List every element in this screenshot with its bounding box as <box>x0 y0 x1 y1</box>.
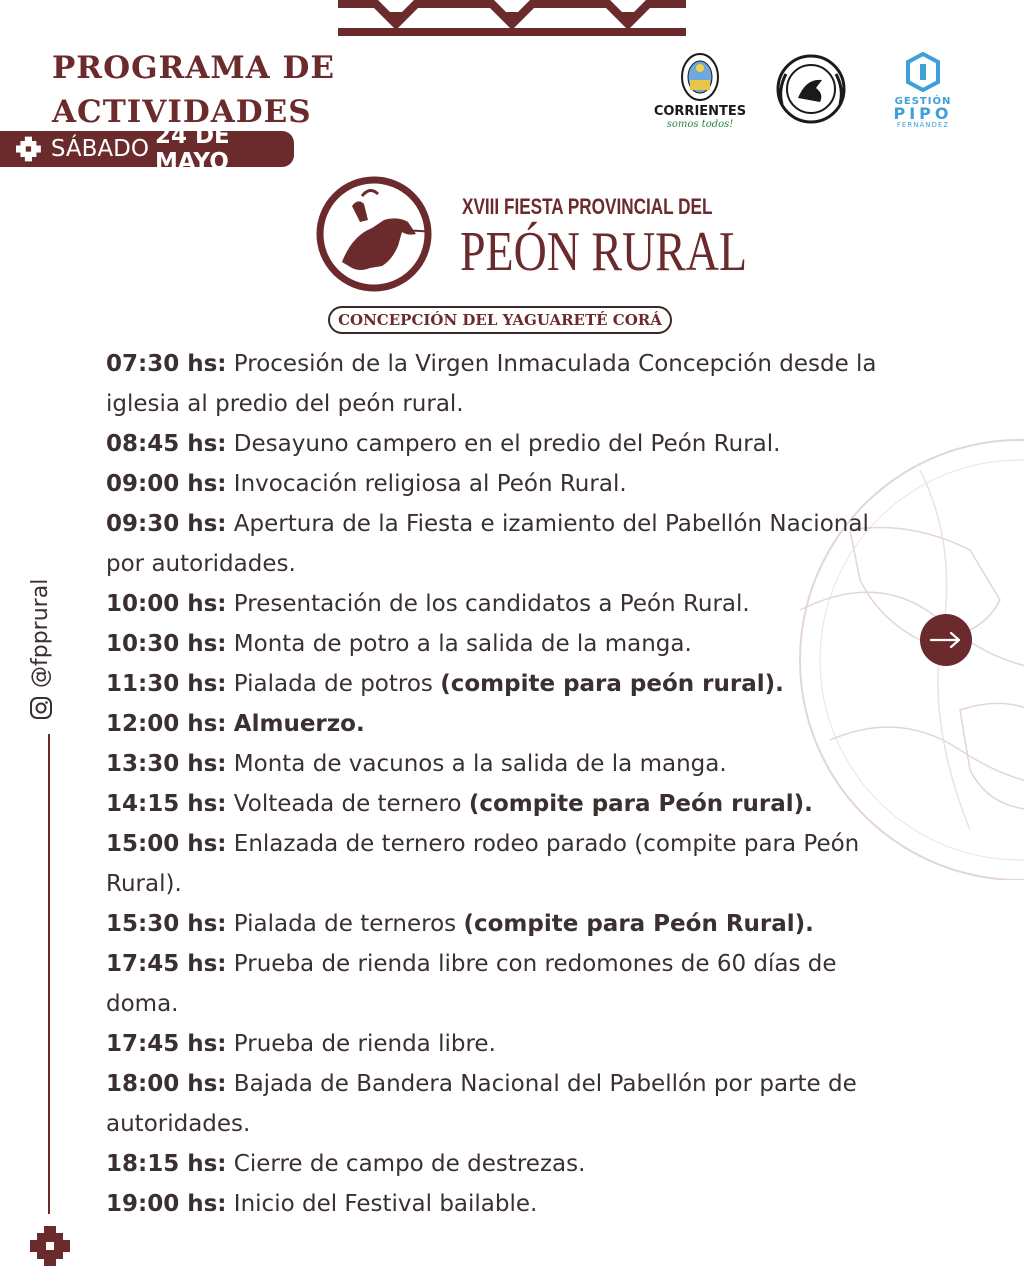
schedule-text: Bajada de Bandera Nacional del Pabellón por parte de <box>233 1071 857 1097</box>
pipo-line-3: FERNÁNDEZ <box>896 121 950 129</box>
instagram-handle[interactable] <box>28 579 53 720</box>
title-line-2: ACTIVIDADES <box>52 94 312 130</box>
schedule-time: 10:30 hs: <box>106 631 227 657</box>
schedule-text: Enlazada de ternero rodeo parado (compite para Peón <box>233 831 860 857</box>
schedule-item <box>106 664 926 704</box>
schedule-text: Prueba de rienda libre. <box>233 1031 496 1057</box>
schedule-time: 18:15 hs: <box>106 1151 227 1177</box>
schedule-note: (compite para Peón Rural). <box>463 911 814 937</box>
schedule-time: 13:30 hs: <box>106 751 227 777</box>
schedule-time: 17:45 hs: <box>106 1031 227 1057</box>
schedule-note: Almuerzo. <box>233 711 365 737</box>
festival-subtitle: XVIII FIESTA PROVINCIAL DEL <box>462 194 713 219</box>
schedule-item <box>106 1184 926 1224</box>
schedule-time: 14:15 hs: <box>106 791 227 817</box>
gestion-pipo-logo <box>888 52 958 129</box>
schedule-item <box>106 1024 926 1064</box>
corrientes-logo <box>652 52 748 130</box>
schedule-time: 17:45 hs: <box>106 951 227 977</box>
top-pattern-decoration <box>338 0 686 40</box>
schedule-item <box>106 584 926 624</box>
andean-cross-icon <box>16 135 41 163</box>
corrientes-slogan: somos todos! <box>666 119 734 130</box>
schedule-text: doma. <box>106 991 179 1017</box>
handle-text: @fpprural <box>28 578 53 688</box>
schedule-item <box>106 424 926 464</box>
schedule-item <box>106 824 926 864</box>
date-value: 24 DE MAYO <box>154 123 230 175</box>
schedule-text: Inicio del Festival bailable. <box>233 1191 538 1217</box>
corrientes-name: CORRIENTES <box>653 104 747 119</box>
schedule-item <box>106 1104 926 1144</box>
schedule-item <box>106 704 926 744</box>
schedule-text: Cierre de campo de destrezas. <box>233 1151 586 1177</box>
schedule-text: Invocación religiosa al Peón Rural. <box>233 471 627 497</box>
sponsor-logos <box>648 50 958 130</box>
schedule-item <box>106 1064 926 1104</box>
corrientes-shield-icon <box>680 52 720 102</box>
pipo-line-2: PIPO <box>893 104 953 123</box>
schedule-time: 15:30 hs: <box>106 911 227 937</box>
schedule-text: por autoridades. <box>106 551 296 577</box>
schedule-time: 09:00 hs: <box>106 471 227 497</box>
schedule-text: Volteada de ternero <box>233 791 462 817</box>
schedule-item <box>106 864 926 904</box>
schedule-text: Prueba de rienda libre con redomones de 60 días de <box>233 951 837 977</box>
andean-cross-icon <box>30 1226 70 1266</box>
schedule-item <box>106 504 926 544</box>
schedule-item <box>106 544 926 584</box>
schedule-text: Apertura de la Fiesta e izamiento del Pabellón Nacional <box>233 511 869 537</box>
schedule-time: 15:00 hs: <box>106 831 227 857</box>
date-prefix: SÁBADO <box>50 136 149 162</box>
schedule-text: autoridades. <box>106 1111 251 1137</box>
schedule-note: (compite para peón rural). <box>440 671 784 697</box>
next-button[interactable] <box>920 614 972 666</box>
schedule-text: iglesia al predio del peón rural. <box>106 391 464 417</box>
date-badge <box>0 123 294 175</box>
schedule-item <box>106 344 926 384</box>
schedule-text: Desayuno campero en el predio del Peón Rural. <box>233 431 781 457</box>
pipo-mark-icon <box>906 52 940 92</box>
schedule-time: 18:00 hs: <box>106 1071 227 1097</box>
schedule-time: 19:00 hs: <box>106 1191 227 1217</box>
schedule-time: 12:00 hs: <box>106 711 227 737</box>
instagram-icon <box>29 696 53 720</box>
schedule-item <box>106 944 926 984</box>
schedule-item <box>106 984 926 1024</box>
festival-name: PEÓN RURAL <box>460 221 748 283</box>
municipal-seal-icon <box>776 54 846 124</box>
schedule-item <box>106 1144 926 1184</box>
schedule-time: 09:30 hs: <box>106 511 227 537</box>
schedule-item <box>106 744 926 784</box>
schedule-text: Presentación de los candidatos a Peón Rural. <box>233 591 750 617</box>
schedule-time: 08:45 hs: <box>106 431 227 457</box>
schedule-text: Monta de vacunos a la salida de la manga. <box>233 751 727 777</box>
schedule-text: Monta de potro a la salida de la manga. <box>233 631 692 657</box>
schedule-text: Pialada de terneros <box>233 911 457 937</box>
pipo-line-1: GESTIÓN <box>894 96 952 107</box>
schedule-text: Procesión de la Virgen Inmaculada Concepción desde la <box>233 351 877 377</box>
schedule-time: 10:00 hs: <box>106 591 227 617</box>
schedule-note: (compite para Peón rural). <box>468 791 813 817</box>
schedule-item <box>106 784 926 824</box>
festival-emblem-icon <box>312 176 440 292</box>
schedule-item <box>106 904 926 944</box>
vertical-divider <box>48 734 50 1214</box>
schedule-time: 11:30 hs: <box>106 671 227 697</box>
arrow-right-icon <box>929 630 963 650</box>
schedule-time: 07:30 hs: <box>106 351 227 377</box>
title-line-1: PROGRAMA DE <box>52 50 336 86</box>
page-title <box>52 46 335 134</box>
schedule-item <box>106 464 926 504</box>
schedule-list <box>106 344 926 1224</box>
schedule-item <box>106 384 926 424</box>
schedule-item <box>106 624 926 664</box>
schedule-text: Rural). <box>106 871 182 897</box>
schedule-text: Pialada de potros <box>233 671 433 697</box>
festival-place: CONCEPCIÓN DEL YAGUARETÉ CORÁ <box>328 306 672 334</box>
